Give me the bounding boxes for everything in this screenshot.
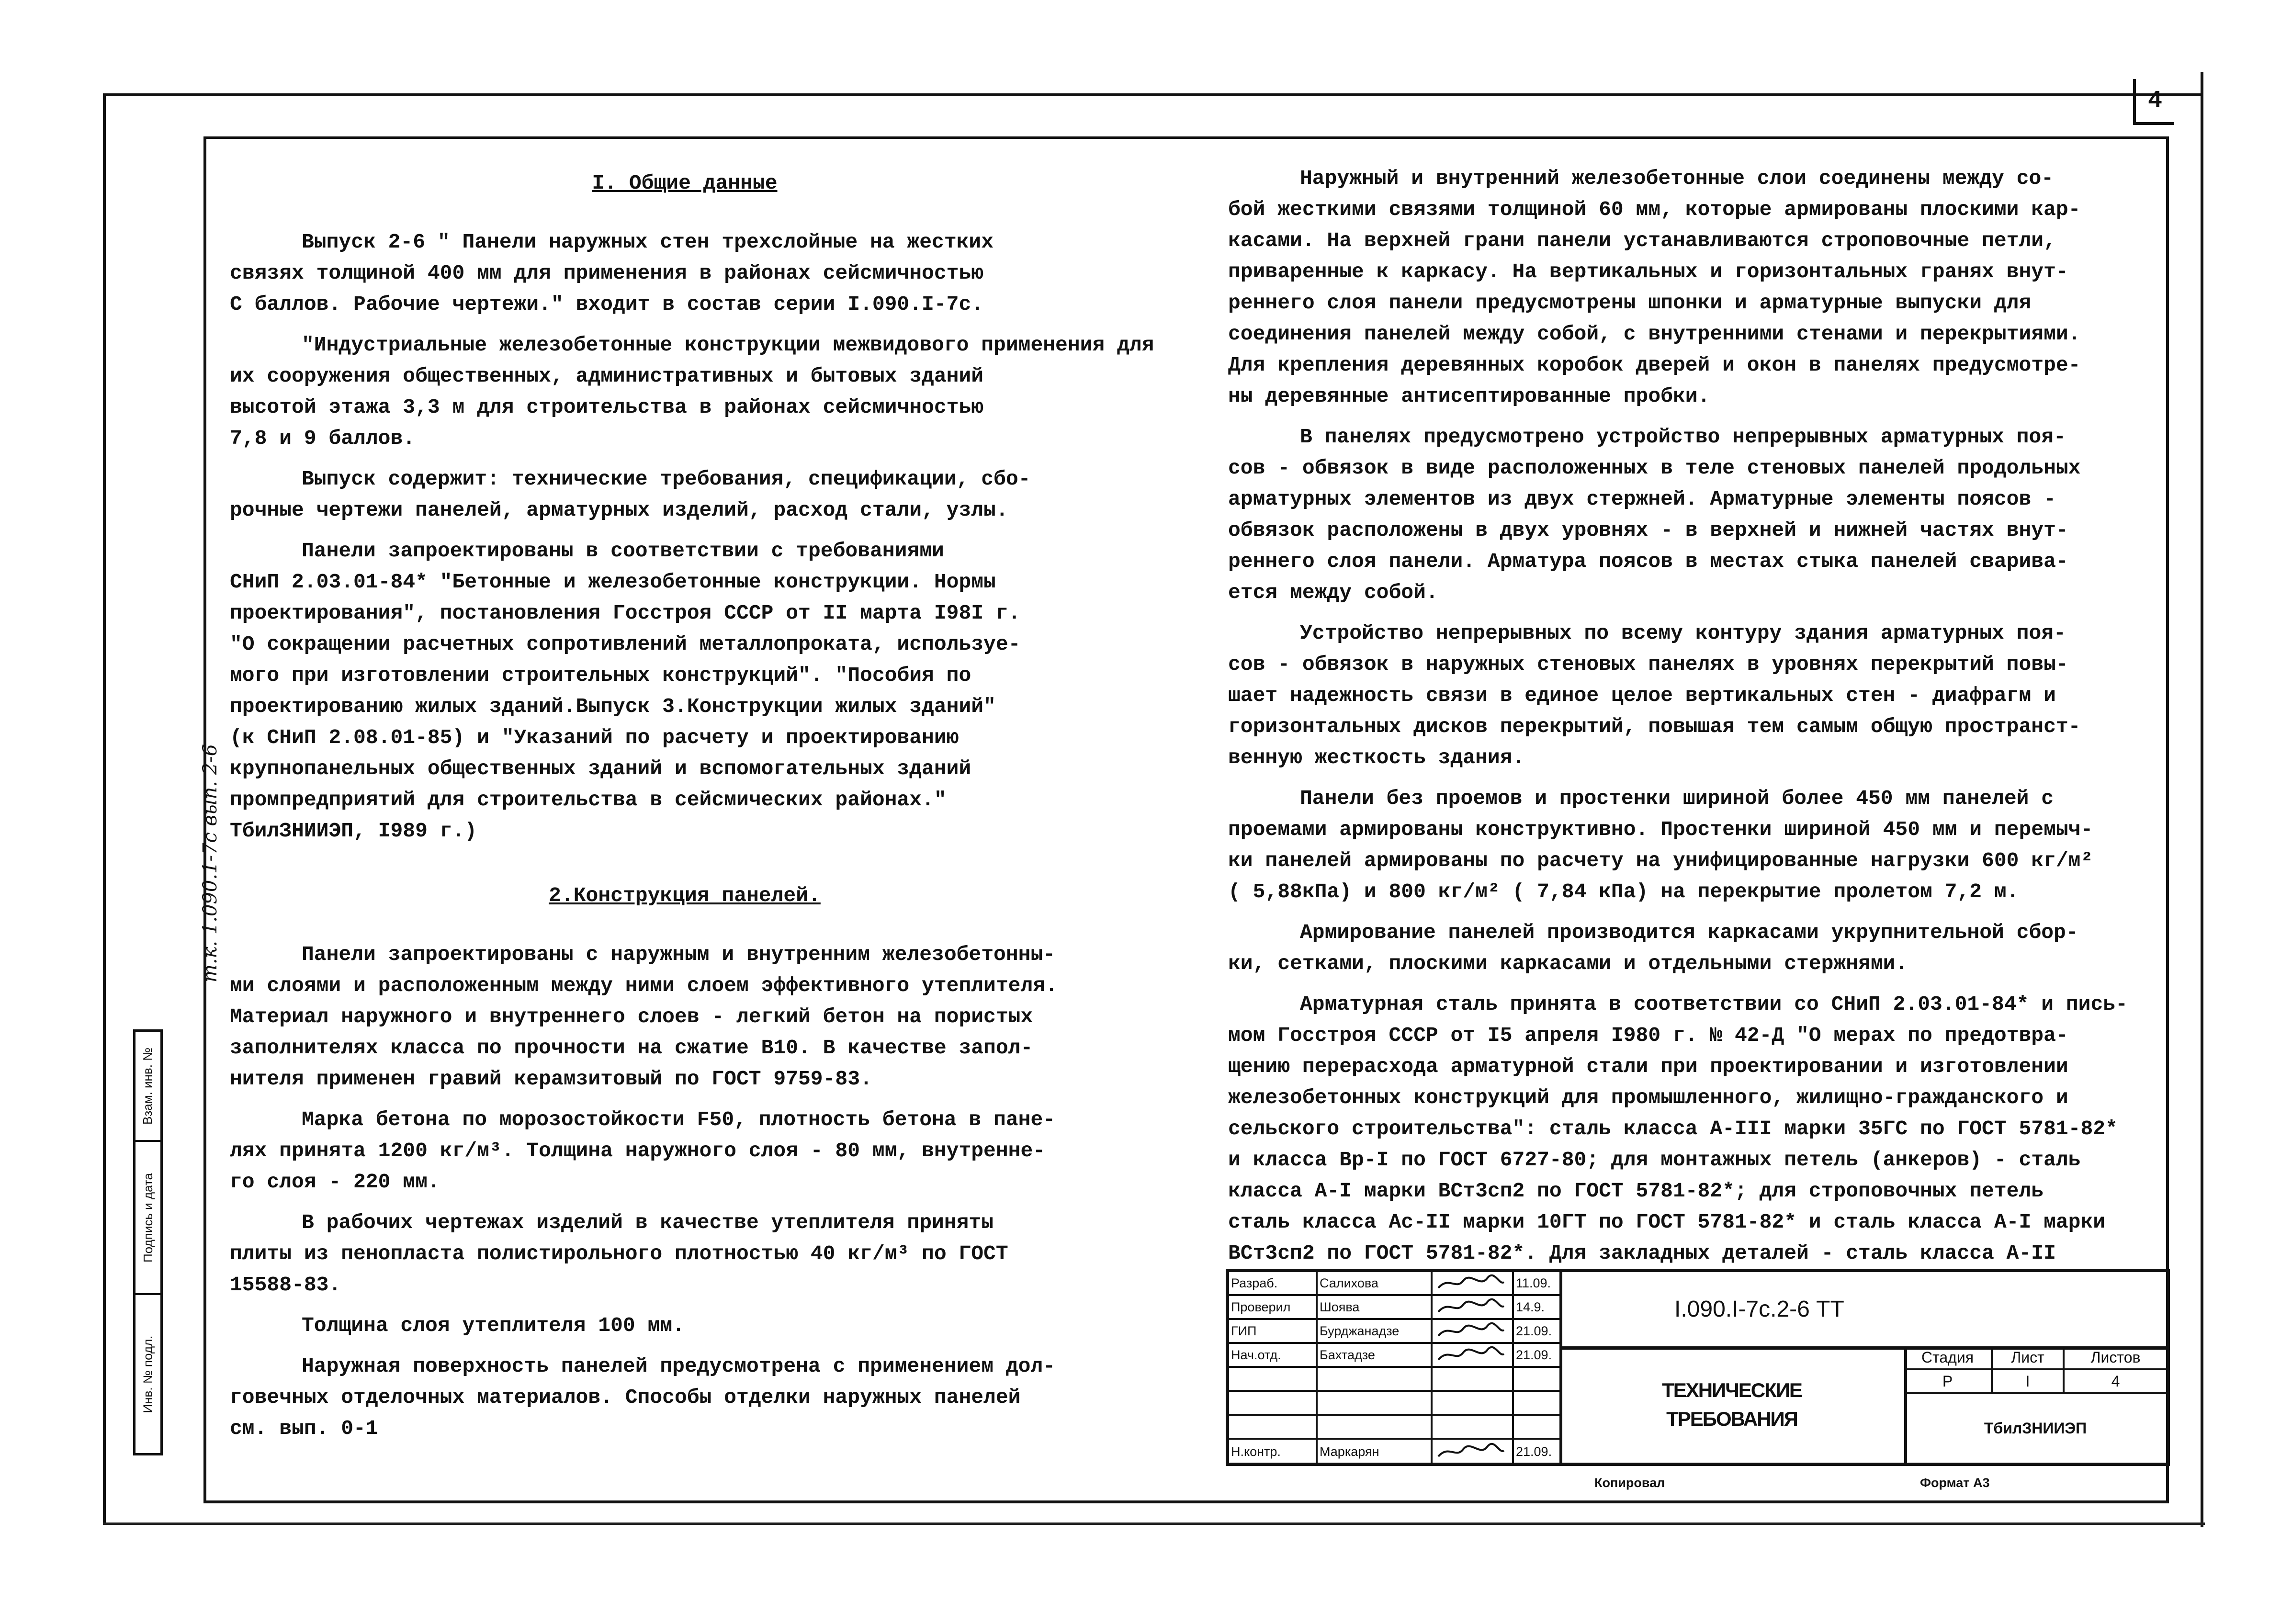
text-line: сов - обвязок в виде расположенных в теле стеновых панелей продольных	[1228, 456, 2081, 480]
text-line: ми слоями и расположенным между ними слоем эффективного утеплителя.	[230, 974, 1058, 997]
document-title-line2: ТРЕБОВАНИЯ	[1666, 1407, 1797, 1430]
section-general-body	[230, 226, 1154, 846]
page-number: 4	[2133, 79, 2174, 125]
document-code: I.090.I-7с.2-6 ТТ	[1559, 1272, 2167, 1350]
text-line: и класса Вр-I по ГОСТ 6727-80; для монтажных петель (анкеров) - сталь	[1228, 1148, 2081, 1172]
signature	[1433, 1392, 1514, 1414]
text-line: проектированию жилых зданий.Выпуск 3.Конструкции жилых зданий"	[230, 695, 996, 718]
document-title-line1: ТЕХНИЧЕСКИЕ	[1662, 1378, 1802, 1401]
text-line: их сооружения общественных, административных и бытовых зданий	[230, 364, 984, 388]
outer-frame-bottom	[103, 1522, 2205, 1525]
format-label: Формат А3	[1920, 1476, 1990, 1490]
outer-frame-right	[2201, 72, 2203, 1527]
text-line: СНиП 2.03.01-84* "Бетонные и железобетонные конструкции. Нормы	[230, 570, 996, 594]
approval-row	[1229, 1320, 1559, 1344]
text-line: Панели запроектированы в соответствии с требованиями	[302, 539, 944, 563]
organization: ТбилЗНИИЭП	[1984, 1420, 2087, 1437]
approval-name	[1318, 1392, 1433, 1414]
approval-date	[1514, 1368, 1559, 1390]
approval-row	[1229, 1368, 1559, 1392]
left-column	[230, 168, 1154, 1444]
text-line: Выпуск содержит: технические требования, спецификации, сбо-	[302, 467, 1031, 491]
text-line: высотой этажа 3,3 м для строительства в районах сейсмичностью	[230, 395, 984, 419]
text-line: приваренные к каркасу. На вертикальных и горизонтальных гранях внут-	[1228, 260, 2068, 283]
approval-date	[1514, 1416, 1559, 1438]
text-line: бой жесткими связями толщиной 60 мм, которые армированы плоскими кар-	[1228, 198, 2081, 221]
text-line: сов - обвязок в наружных стеновых панелях в уровнях перекрытий повы-	[1228, 653, 2068, 676]
text-line: го слоя - 220 мм.	[230, 1170, 440, 1194]
text-line: Наружная поверхность панелей предусмотрена с применением дол-	[302, 1354, 1056, 1378]
text-line: "О сокращении расчетных сопротивлений металлопроката, используе-	[230, 632, 1021, 656]
stamp-sign-date: Подпись и дата	[135, 1142, 160, 1295]
text-line: проектирования", постановления Госстроя СССР от II марта I98I г.	[230, 601, 1021, 625]
right-column	[1228, 163, 2152, 1269]
text-line: ки панелей армированы по расчету на унифицированные нагрузки 600 кг/м²	[1228, 849, 2093, 872]
text-line: 15588-83.	[230, 1273, 341, 1297]
text-line: обвязок расположены в двух уровнях - в верхней и нижней частях внут-	[1228, 519, 2068, 542]
approval-date: 14.9.	[1516, 1299, 1545, 1314]
text-line: В рабочих чертежах изделий в качестве утеплителя приняты	[302, 1211, 994, 1234]
approval-name	[1318, 1368, 1433, 1390]
approval-name: Салихова	[1318, 1272, 1433, 1294]
text-line: С баллов. Рабочие чертежи." входит в состав серии I.090.I-7с.	[230, 293, 984, 316]
text-line: ВСт3сп2 по ГОСТ 5781-82*. Для закладных деталей - сталь класса А-II	[1228, 1241, 2056, 1265]
approval-role	[1229, 1368, 1318, 1390]
approval-row	[1229, 1416, 1559, 1440]
approval-name: Маркарян	[1318, 1440, 1433, 1464]
text-line: соединения панелей между собой, с внутренними стенами и перекрытиями.	[1228, 322, 2081, 346]
approval-name	[1318, 1416, 1433, 1438]
text-line: ( 5,88кПа) и 800 кг/м² ( 7,84 кПа) на перекрытие пролетом 7,2 м.	[1228, 880, 2019, 903]
text-line: мого при изготовлении строительных конструкций". "Пособия по	[230, 664, 971, 687]
approval-row	[1229, 1392, 1559, 1416]
title-block	[1226, 1269, 2170, 1466]
sheets-header: Листов	[2090, 1348, 2141, 1366]
signature	[1433, 1368, 1514, 1390]
document-title	[1559, 1346, 1907, 1463]
approval-table	[1229, 1272, 1562, 1463]
text-line: ки, сетками, плоскими каркасами и отдельными стержнями.	[1228, 952, 1908, 975]
approval-date: 11.09.	[1516, 1275, 1551, 1290]
text-line: связях толщиной 400 мм для применения в районах сейсмичностью	[230, 261, 984, 285]
text-line: Устройство непрерывных по всему контуру здания арматурных поя-	[1300, 621, 2066, 645]
stage-header: Стадия	[1904, 1346, 1993, 1368]
text-line: нителя применен гравий керамзитовый по ГОСТ 9759-83.	[230, 1067, 872, 1091]
approval-name: Бахтадзе	[1318, 1344, 1433, 1366]
text-line: Наружный и внутренний железобетонные слои соединены между со-	[1300, 167, 2054, 190]
approval-name: Бурджанадзе	[1318, 1320, 1433, 1342]
sheet-header: Лист	[1993, 1346, 2065, 1368]
text-line: ется между собой.	[1228, 581, 1438, 604]
outer-frame-top	[103, 93, 2202, 96]
text-line: сталь класса Ас-II марки 10ГТ по ГОСТ 5781-82* и сталь класса А-I марки	[1228, 1210, 2106, 1234]
section-heading-general: I. Общие данные	[592, 171, 778, 195]
sheets-value: 4	[2111, 1372, 2120, 1390]
approval-role	[1229, 1416, 1318, 1438]
copied-label: Копировал	[1594, 1476, 1665, 1490]
text-line: реннего слоя панели предусмотрены шпонки и арматурные выпуски для	[1228, 291, 2032, 315]
text-line: крупнопанельных общественных зданий и вспомогательных зданий	[230, 757, 971, 780]
text-line: 7,8 и 9 баллов.	[230, 427, 416, 450]
text-line: Панели запроектированы с наружным и внутренним железобетонны-	[302, 943, 1056, 966]
text-line: проемами армированы конструктивно. Простенки шириной 450 мм и перемыч-	[1228, 818, 2093, 841]
text-line: щению перерасхода арматурной стали при проектировании и изготовлении	[1228, 1055, 2068, 1078]
text-line: лях принята 1200 кг/м³. Толщина наружного слоя - 80 мм, внутренне-	[230, 1139, 1046, 1162]
text-line: венную жесткость здания.	[1228, 746, 1525, 769]
text-line: говечных отделочных материалов. Способы отделки наружных панелей	[230, 1386, 1021, 1409]
stamp-inv-orig: Инв. № подл.	[140, 1335, 155, 1413]
approval-role: Разраб.	[1229, 1272, 1318, 1294]
text-line: рочные чертежи панелей, арматурных изделий, расход стали, узлы.	[230, 498, 1008, 522]
approval-role: Проверил	[1229, 1296, 1318, 1318]
text-line: класса А-I марки ВСт3сп2 по ГОСТ 5781-82*; для строповочных петель	[1228, 1179, 2044, 1203]
text-line: Для крепления деревянных коробок дверей и окон в панелях предусмотре-	[1228, 353, 2081, 377]
approval-role: Нач.отд.	[1229, 1344, 1318, 1366]
stamp-replace-inv: Взам. инв. №	[135, 1032, 160, 1142]
text-line: реннего слоя панели. Арматура поясов в местах стыка панелей сварива-	[1228, 550, 2068, 573]
text-line: заполнителях класса по прочности на сжатие В10. В качестве запол-	[230, 1036, 1033, 1060]
text-line: горизонтальных дисков перекрытий, повышая тем самым общую пространст-	[1228, 715, 2081, 738]
text-line: см. вып. 0-1	[230, 1417, 378, 1440]
text-line: Арматурная сталь принята в соответствии со СНиП 2.03.01-84* и пись-	[1300, 992, 2128, 1016]
text-line: ТбилЗНИИЭП, I989 г.)	[230, 819, 477, 843]
text-line: (к СНиП 2.08.01-85) и "Указаний по расчету и проектированию	[230, 726, 959, 749]
section-heading-construction: 2.Конструкция панелей.	[549, 884, 821, 907]
signature	[1433, 1344, 1514, 1366]
stage-value: Р	[1904, 1370, 1993, 1392]
approval-name: Шоява	[1318, 1296, 1433, 1318]
right-column-body	[1228, 163, 2152, 1269]
stage-table	[1904, 1346, 2167, 1394]
signature	[1433, 1440, 1514, 1464]
text-line: ны деревянные антисептированные пробки.	[1228, 384, 1710, 408]
text-line: арматурных элементов из двух стержней. Арматурные элементы поясов -	[1228, 487, 2056, 511]
signature	[1433, 1320, 1514, 1342]
approval-row	[1229, 1344, 1559, 1368]
text-line: железобетонных конструкций для промышленного, жилищно-гражданского и	[1228, 1086, 2068, 1109]
text-line: В панелях предусмотрено устройство непрерывных арматурных поя-	[1300, 425, 2066, 449]
approval-row	[1229, 1272, 1559, 1296]
signature	[1433, 1296, 1514, 1318]
text-line: касами. На верхней грани панели устанавливаются строповочные петли,	[1228, 229, 2056, 252]
approval-date: 21.09.	[1516, 1323, 1552, 1338]
text-line: Материал наружного и внутреннего слоев - легкий бетон на пористых	[230, 1005, 1033, 1028]
text-line: Марка бетона по морозостойкости F50, плотность бетона в пане-	[302, 1108, 1056, 1131]
approval-role: Н.контр.	[1229, 1440, 1318, 1464]
text-line: промпредприятий для строительства в сейсмических районах."	[230, 788, 947, 812]
approval-date: 21.09.	[1516, 1347, 1552, 1362]
text-line: Армирование панелей производится каркасами укрупнительной сбор-	[1300, 921, 2078, 944]
approval-date	[1514, 1392, 1559, 1414]
text-line: плиты из пенопласта полистирольного плотностью 40 кг/м³ по ГОСТ	[230, 1242, 1008, 1265]
approval-date: 21.09.	[1516, 1444, 1552, 1459]
margin-stamp	[133, 1029, 163, 1455]
signature	[1433, 1416, 1514, 1438]
approval-row	[1229, 1296, 1559, 1320]
text-line: Выпуск 2-6 " Панели наружных стен трехслойные на жестких	[302, 230, 994, 254]
approval-role: ГИП	[1229, 1320, 1318, 1342]
text-line: Толщина слоя утеплителя 100 мм.	[302, 1314, 685, 1337]
approval-role	[1229, 1392, 1318, 1414]
signature	[1433, 1272, 1514, 1294]
handwritten-note: т.к. 1.090.1-7с вып. 2-6	[199, 744, 222, 983]
outer-frame-left	[103, 93, 106, 1525]
section-construction-body	[230, 939, 1140, 1444]
text-line: "Индустриальные железобетонные конструкции межвидового применения для	[302, 333, 1154, 357]
text-line: сельского строительства": сталь класса А-III марки 35ГС по ГОСТ 5781-82*	[1228, 1117, 2118, 1140]
text-line: мом Госстроя СССР от I5 апреля I980 г. № 42-Д "О мерах по предотвра-	[1228, 1024, 2068, 1047]
text-line: шает надежность связи в единое целое вертикальных стен - диафрагм и	[1228, 684, 2056, 707]
sheet-value: I	[1993, 1370, 2065, 1392]
approval-row	[1229, 1440, 1559, 1464]
text-line: Панели без проемов и простенки шириной более 450 мм панелей с	[1300, 787, 2054, 810]
